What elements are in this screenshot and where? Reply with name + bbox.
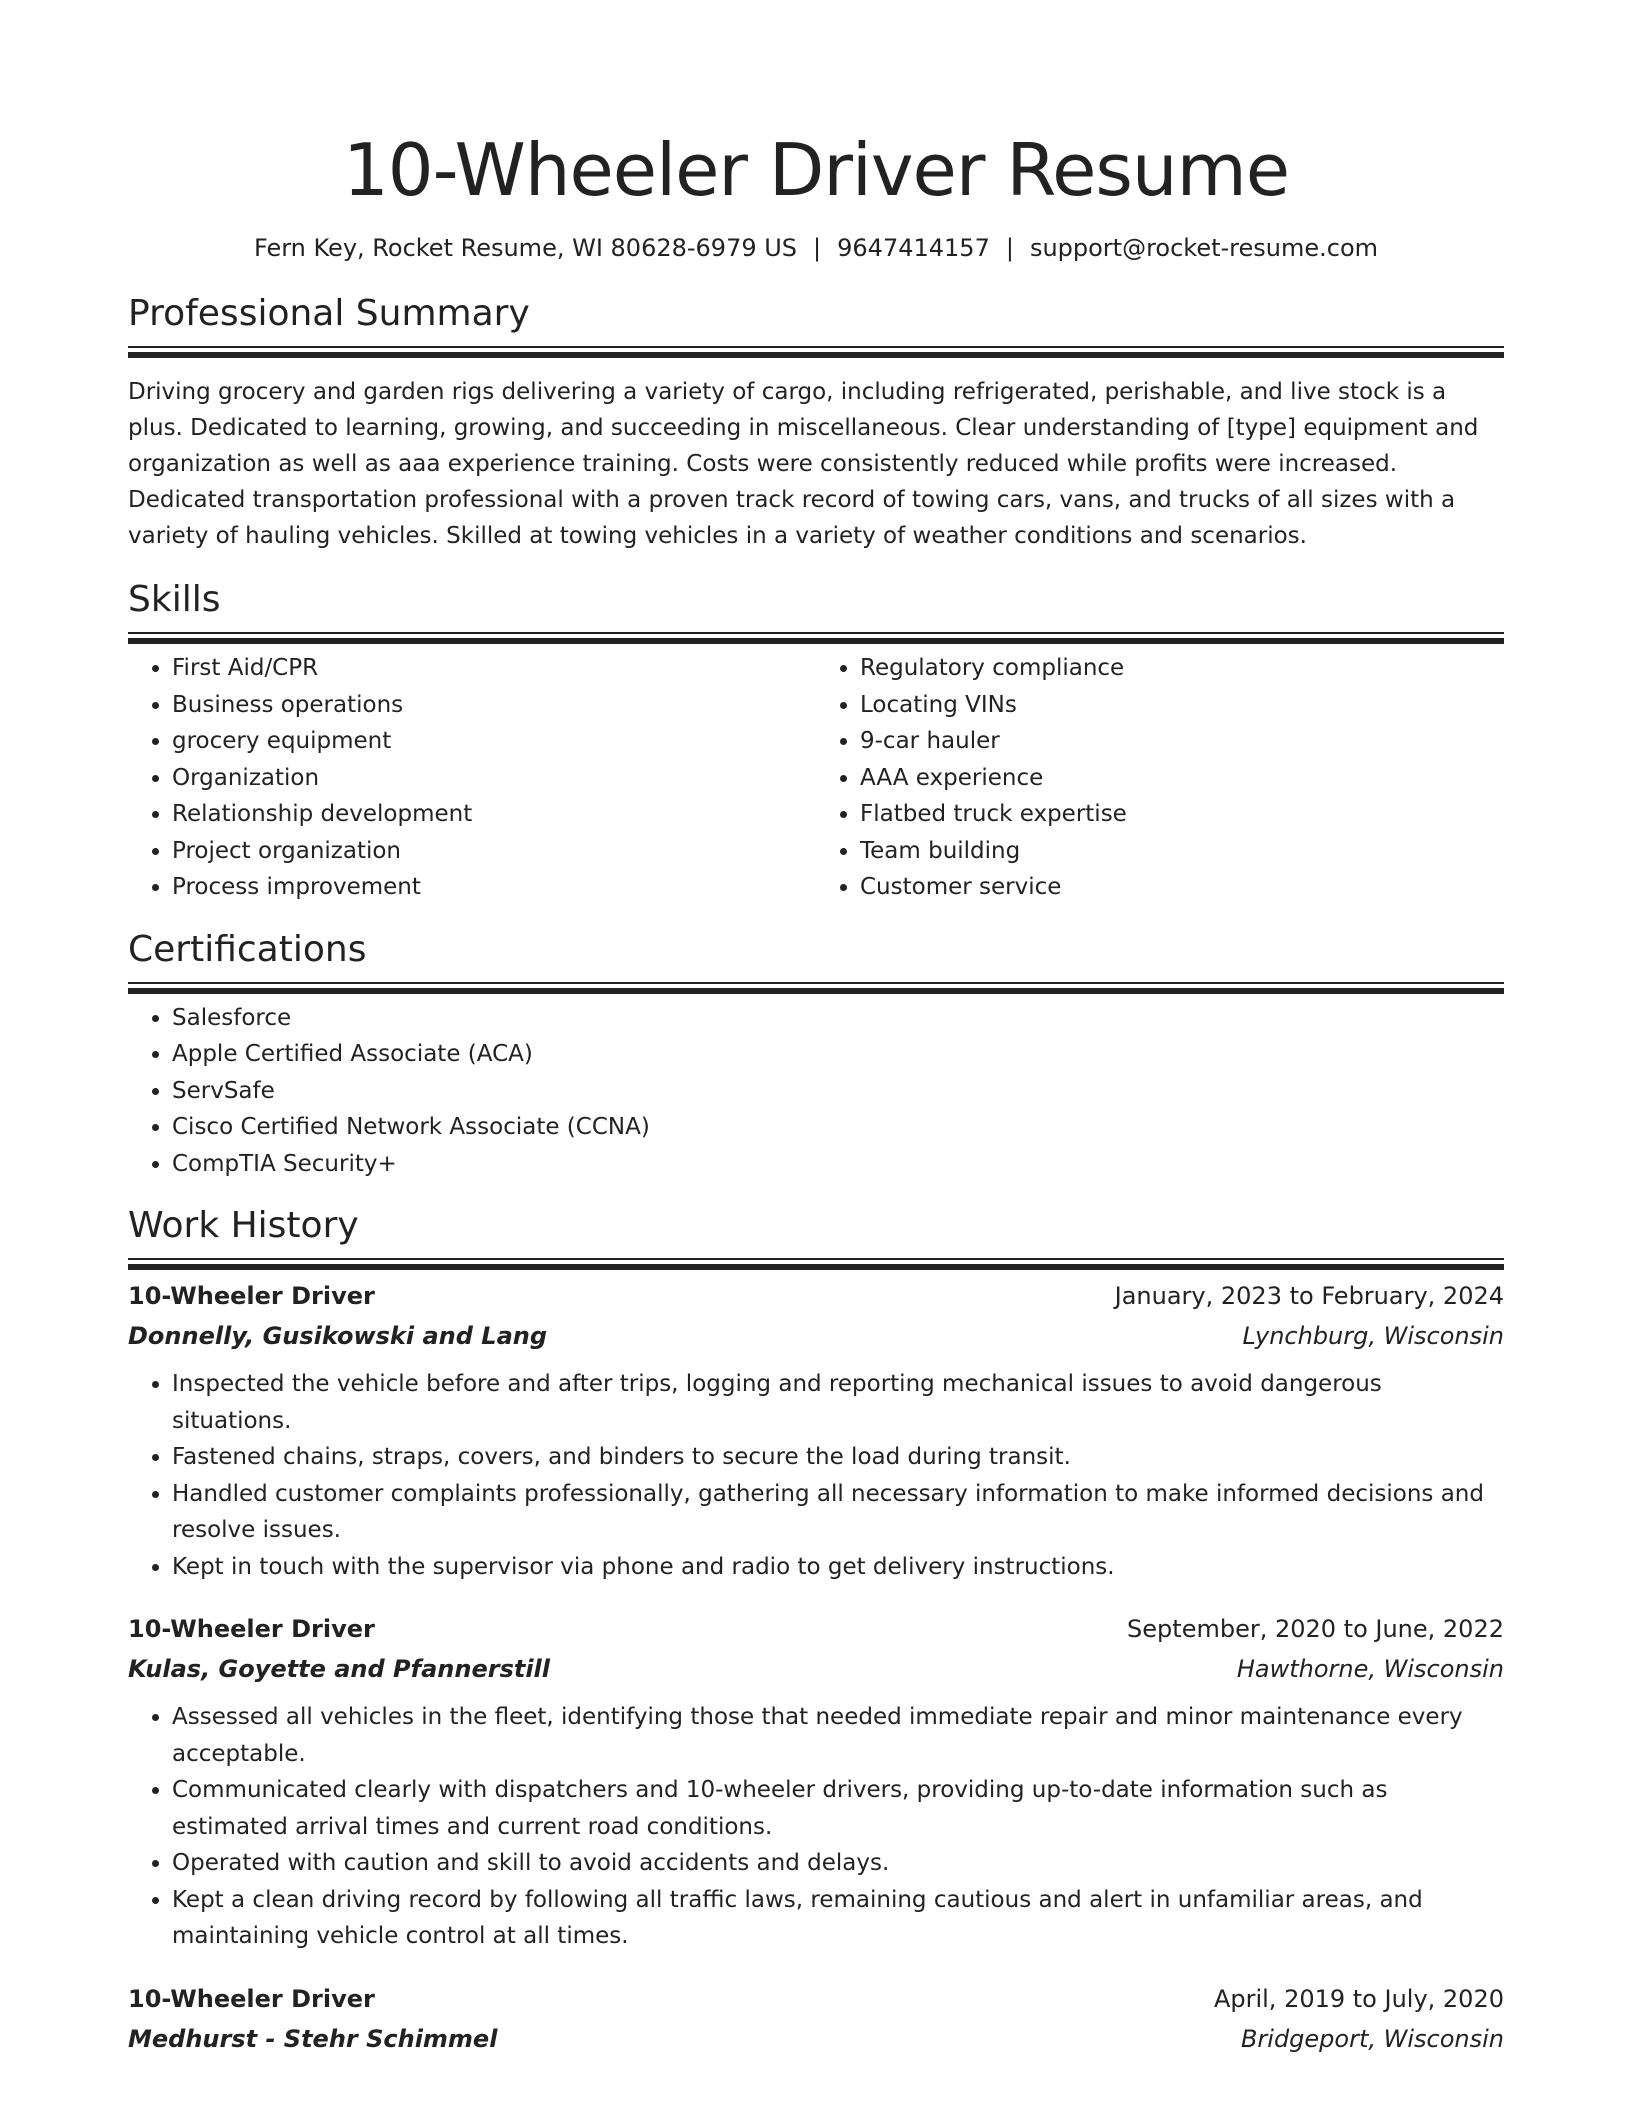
certifications-list <box>128 984 1504 1183</box>
contact-phone: 9647414157 <box>837 234 990 262</box>
skill-item: • Regulatory compliance <box>860 650 1504 687</box>
section-divider <box>128 1258 1504 1260</box>
job-dates: January, 2023 to February, 2024 <box>1114 1282 1504 1310</box>
job-duties-list <box>128 1356 1504 1585</box>
job-duty-item: • Handled customer complaints professionally, gathering all necessary information to make informed decisions and resolve issues. <box>172 1476 1504 1549</box>
skill-item: • First Aid/CPR <box>172 650 816 687</box>
job-header <box>128 1609 1504 1649</box>
section-divider <box>128 346 1504 348</box>
skills-list-left <box>128 650 816 906</box>
job-header <box>128 1276 1504 1316</box>
skill-item: • Business operations <box>172 687 816 724</box>
certification-item: • ServSafe <box>172 1073 1504 1110</box>
skill-item: • Project organization <box>172 833 816 870</box>
contact-line <box>128 232 1504 264</box>
summary-section <box>128 290 1504 554</box>
job-location: Hawthorne, Wisconsin <box>1236 1655 1504 1683</box>
skill-item: • 9-car hauler <box>860 723 1504 760</box>
job-dates: April, 2019 to July, 2020 <box>1213 1984 1504 2013</box>
certification-item: • CompTIA Security+ <box>172 1146 1504 1183</box>
resume-page <box>128 0 1504 2059</box>
job-duty-item: • Inspected the vehicle before and after trips, logging and reporting mechanical issues to avoid dangerous situations. <box>172 1366 1504 1439</box>
job-duty-item: • Operated with caution and skill to avoid accidents and delays. <box>172 1845 1504 1882</box>
job-duties-list <box>128 1689 1504 1955</box>
job-duty-item: • Assessed all vehicles in the fleet, identifying those that needed immediate repair and minor maintenance every acceptable. <box>172 1699 1504 1772</box>
skill-item: • Organization <box>172 760 816 797</box>
job-subheader <box>128 1649 1504 1689</box>
job-location: Lynchburg, Wisconsin <box>1242 1322 1504 1350</box>
contact-email: support@rocket-resume.com <box>1029 234 1379 262</box>
job-entry <box>128 1979 1504 2059</box>
skill-item: • Flatbed truck expertise <box>860 796 1504 833</box>
contact-separator: | <box>813 234 822 262</box>
work-history-heading: Work History <box>128 1205 359 1246</box>
skill-item: • Relationship development <box>172 796 816 833</box>
job-dates: September, 2020 to June, 2022 <box>1127 1615 1504 1643</box>
job-duty-item: • Communicated clearly with dispatchers and 10-wheeler drivers, providing up-to-date information such as estimated arrival times and current road conditions. <box>172 1772 1504 1845</box>
skills-columns <box>128 634 1504 906</box>
job-company: Medhurst - Stehr Schimmel <box>128 2024 498 2053</box>
skills-list-right <box>816 650 1504 906</box>
job-entry <box>128 1609 1504 1955</box>
section-divider <box>128 632 1504 634</box>
job-role: 10-Wheeler Driver <box>128 1984 375 2013</box>
contact-address: Fern Key, Rocket Resume, WI 80628-6979 US <box>253 234 798 262</box>
job-role: 10-Wheeler Driver <box>128 1615 375 1643</box>
skills-heading: Skills <box>128 579 221 620</box>
resume-title: 10-Wheeler Driver Resume <box>343 128 1289 212</box>
skill-item: • Team building <box>860 833 1504 870</box>
job-duty-item: • Fastened chains, straps, covers, and binders to secure the load during transit. <box>172 1439 1504 1476</box>
skill-item: • grocery equipment <box>172 723 816 760</box>
skill-item: • Process improvement <box>172 869 816 906</box>
job-entry <box>128 1276 1504 1585</box>
job-header <box>128 1979 1504 2019</box>
section-divider <box>128 982 1504 984</box>
skill-item: • Locating VINs <box>860 687 1504 724</box>
certification-item: • Salesforce <box>172 1000 1504 1037</box>
job-duty-item: • Kept a clean driving record by following all traffic laws, remaining cautious and alert in unfamiliar areas, and maintaining vehicle control at all times. <box>172 1882 1504 1955</box>
certifications-heading: Certifications <box>128 928 367 970</box>
job-subheader <box>128 2019 1504 2059</box>
work-history-section <box>128 1202 1504 2059</box>
certification-item: • Cisco Certified Network Associate (CCNA) <box>172 1109 1504 1146</box>
skill-item: • Customer service <box>860 869 1504 906</box>
contact-separator: | <box>1005 234 1014 262</box>
job-company: Donnelly, Gusikowski and Lang <box>128 1322 548 1350</box>
job-location: Bridgeport, Wisconsin <box>1240 2024 1504 2053</box>
job-subheader <box>128 1316 1504 1356</box>
job-company: Kulas, Goyette and Pfannerstill <box>128 1655 551 1683</box>
summary-text: Driving grocery and garden rigs delivering a variety of cargo, including refrigerated, perishable, and live stock is a plus. Dedicated to learning, growing, and succeeding in miscellaneous. Clear understanding of [type] equipment and organization as well as aaa experience training. Costs were consistently reduced while profits were increased. Dedicated transportation professional with a proven track record of towing cars, vans, and trucks of all sizes with a variety of hauling vehicles. Skilled at towing vehicles in a variety of weather conditions and scenarios. <box>128 379 1479 549</box>
job-role: 10-Wheeler Driver <box>128 1282 375 1310</box>
job-duty-item: • Kept in touch with the supervisor via phone and radio to get delivery instructions. <box>172 1549 1504 1586</box>
certification-item: • Apple Certified Associate (ACA) <box>172 1036 1504 1073</box>
summary-heading: Professional Summary <box>128 293 530 334</box>
certifications-section <box>128 926 1504 1183</box>
skill-item: • AAA experience <box>860 760 1504 797</box>
skills-section <box>128 576 1504 906</box>
